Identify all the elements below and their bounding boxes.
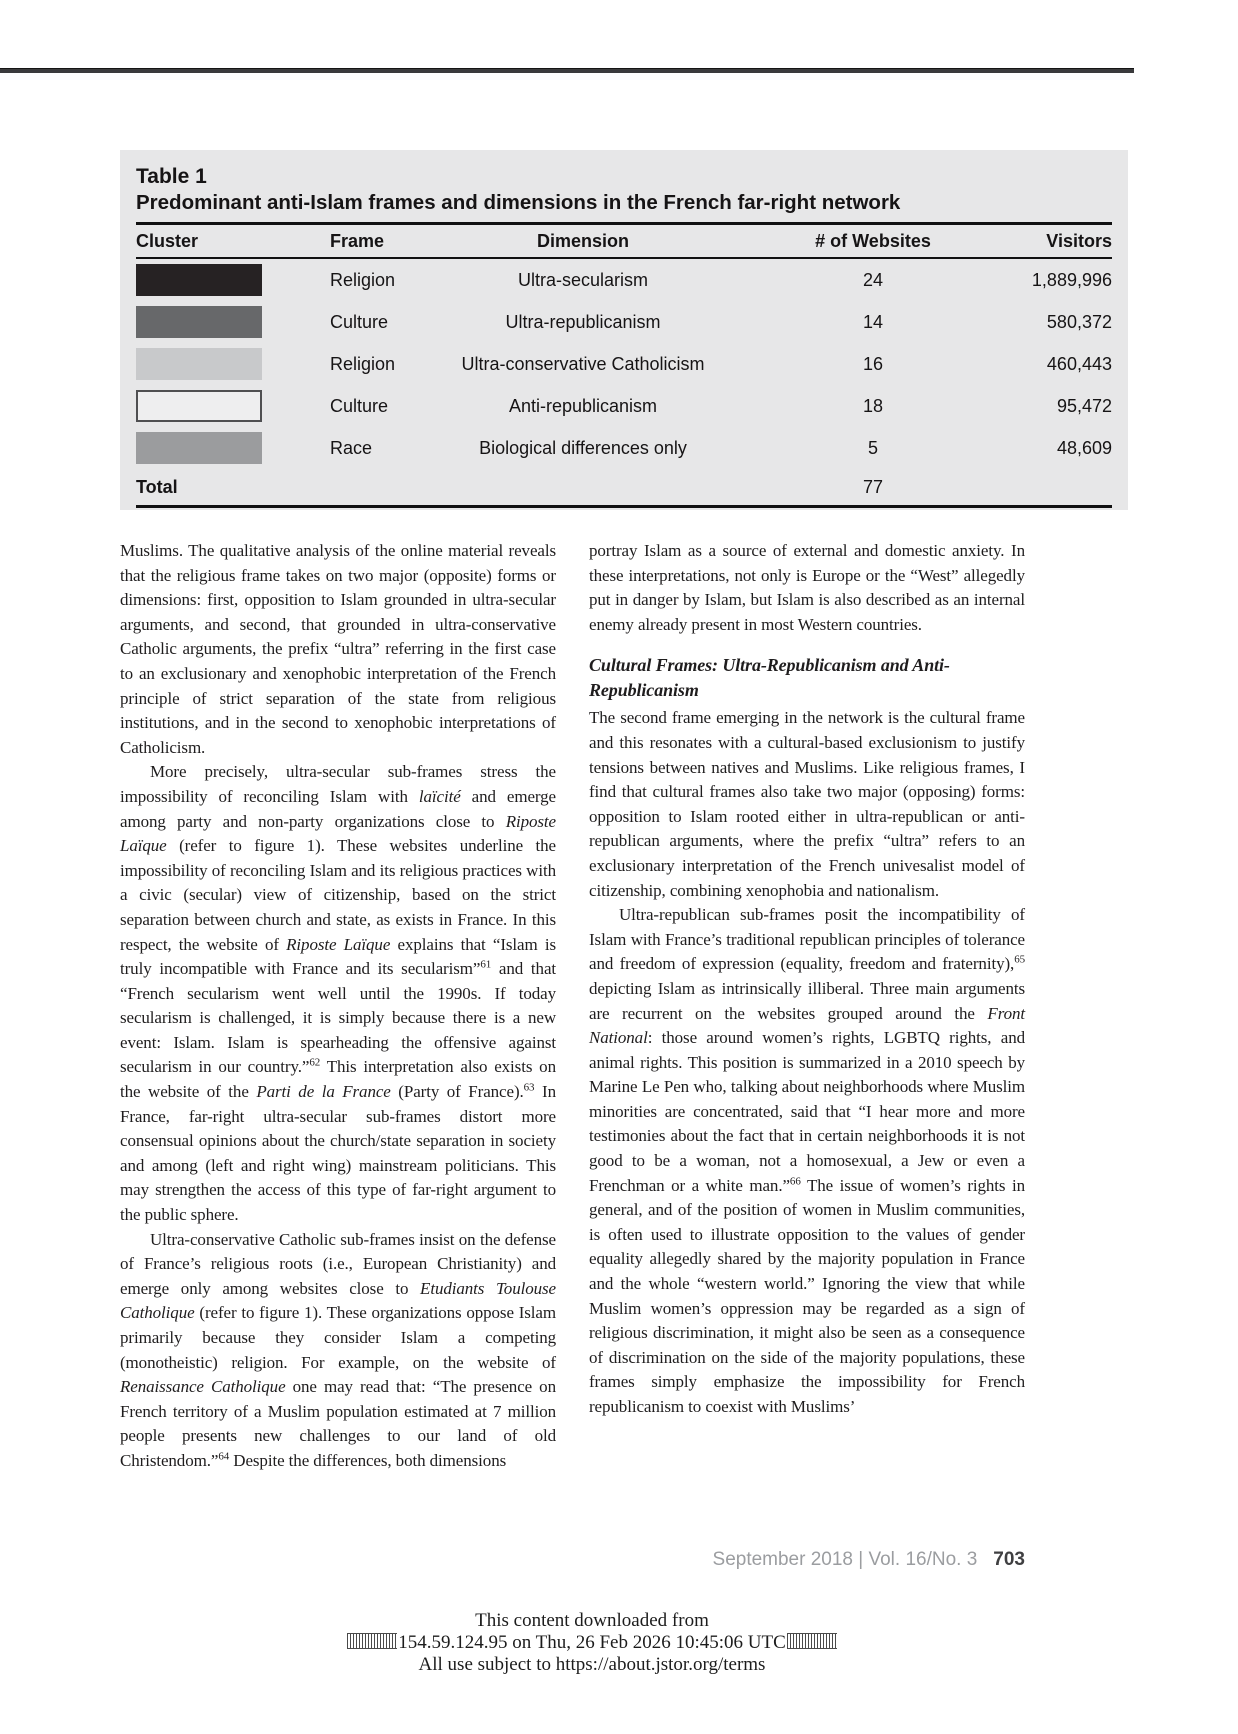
table-row — [136, 259, 1112, 301]
section-heading: Cultural Frames: Ultra-Republicanism and Anti-Republicanism — [589, 655, 950, 701]
table-label: Table 1 — [136, 165, 207, 188]
table-row — [136, 301, 1112, 343]
frame-cell: Culture — [330, 395, 389, 416]
body-right-column — [589, 539, 1025, 1420]
table-row — [136, 343, 1112, 385]
table-bottom-rule — [136, 505, 1112, 508]
dimension-cell: Ultra-secularism — [517, 269, 649, 290]
top-rule — [0, 68, 1134, 73]
dimension-cell: Ultra-conservative Catholicism — [461, 353, 705, 374]
visitors-cell: 1,889,996 — [1031, 269, 1112, 290]
cluster-swatch — [136, 432, 262, 464]
websites-cell: 16 — [862, 353, 884, 374]
frame-cell: Religion — [330, 269, 396, 290]
jstor-line-1: This content downloaded from — [475, 1610, 709, 1631]
total-websites: 77 — [862, 476, 884, 497]
redaction-block-left — [347, 1633, 397, 1649]
issue-info: September 2018 | Vol. 16/No. 3 — [712, 1549, 978, 1570]
paragraph: portray Islam as a source of external and domestic anxiety. In these interpretations, not only is Europe or the “West” allegedly put in danger by Islam, but Islam is also described as an internal enemy already present in most Western countries. — [589, 541, 1025, 634]
dimension-cell: Ultra-republicanism — [505, 311, 661, 332]
table-row — [136, 427, 1112, 469]
table-total-row — [136, 469, 1112, 505]
paragraph: More precisely, ultra-secular sub-frames stress the impossibility of reconciling Islam with laïcité and emerge among party and non-party organizations close to Riposte Laïque (refer to figure 1). These websites underline the impossibility of reconciling Islam and its religious practices with a civic (secular) view of citizenship, based on the strict separation between church and state, as exists in France. In this respect, the website of Riposte Laïque explains that “Islam is truly incompatible with France and its secularism”$^{61}$ and that “French secularism went well until the 1990s. If today secularism is challenged, it is simply because there is a new event: Islam. Islam is spearheading the offensive against secularism in our country.”$^{62}$ This interpretation also exists on the website of the Parti de la France (Party of France).$^{63}$ In France, far-right ultra-secular sub-frames distort more consensual opinions about the church/state separation in society and among (left and right wing) mainstream politicians. This may strengthen the access of this type of far-right argument to the public sphere. — [120, 762, 557, 1225]
total-label: Total — [136, 476, 178, 497]
visitors-cell: 580,372 — [1046, 311, 1112, 332]
body-left-column — [120, 539, 556, 1474]
cluster-swatch — [136, 348, 262, 380]
websites-cell: 18 — [862, 395, 884, 416]
table1-card — [120, 150, 1128, 510]
visitors-cell: 95,472 — [1056, 395, 1112, 416]
table-header-row — [136, 225, 1112, 257]
column-header-cluster: Cluster — [136, 230, 199, 251]
paragraph: The second frame emerging in the network is the cultural frame and this resonates with a cultural-based exclusionism to justify tensions between natives and Muslims. Like religious frames, I find that cultural frames also take two major (opposing) forms: opposition to Islam rooted either in ultra-republican or anti-republican arguments, where the prefix “ultra” refers to an exclusionary interpretation of the French univesalist model of citizenship, combining xenophobia and nationalism. — [589, 708, 1025, 900]
table-row — [136, 385, 1112, 427]
cluster-swatch — [136, 390, 262, 422]
paragraph: Ultra-republican sub-frames posit the incompatibility of Islam with France’s traditional republican principles of tolerance and freedom of expression (equality, freedom and fraternity),$^{65}$ depicting Islam as intrinsically illiberal. Three main arguments are recurrent on the websites grouped around the Front National: those around women’s rights, LGBTQ rights, and animal rights. This position is summarized in a 2010 speech by Marine Le Pen who, talking about neighborhoods where Muslim minorities are concentrated, said that “I hear more and more testimonies about the fact that in certain neighborhoods it is not good to be a woman, not a homosexual, a Jew or even a Frenchman or a white man.”$^{66}$ The issue of women’s rights in general, and of the position of women in Muslim communities, is often used to illustrate opposition to the values of gender equality allegedly shared by the majority population in France and the whole “western world.” Ignoring the view that while Muslim women’s oppression may be regarded as a sign of religious discrimination, it might also be seen as a consequence of discrimination on the side of the majority populations, these frames simply emphasize the impossibility for French republicanism to coexist with Muslims’ — [589, 905, 1025, 1416]
column-header-dimension: Dimension — [536, 230, 629, 251]
column-header-frame: Frame — [330, 230, 385, 251]
websites-cell: 24 — [862, 269, 884, 290]
page-footer — [713, 1549, 1025, 1571]
websites-cell: 14 — [862, 311, 884, 332]
websites-cell: 5 — [867, 437, 878, 458]
page-number: 703 — [993, 1549, 1025, 1570]
frame-cell: Religion — [330, 353, 396, 374]
frame-cell: Culture — [330, 311, 389, 332]
column-header-websites: # of Websites — [815, 230, 931, 251]
paragraph: Muslims. The qualitative analysis of the online material reveals that the religious frame takes on two major (opposite) forms or dimensions: first, opposition to Islam grounded in ultra-secular arguments, and second, that grounded in ultra-conservative Catholic arguments, the prefix “ultra” referring in the first case to an exclusionary and xenophobic interpretation of the French principle of strict separation of the state from religious institutions, and in the second to xenophobic interpretations of Catholicism. — [120, 541, 556, 757]
dimension-cell: Anti-republicanism — [508, 395, 658, 416]
redaction-block-right — [787, 1633, 837, 1649]
jstor-notice — [0, 1610, 1184, 1676]
jstor-line-2: 154.59.124.95 on Thu, 26 Feb 2026 10:45:06 UTC — [0, 1632, 1184, 1654]
frame-cell: Race — [330, 437, 373, 458]
paragraph: Ultra-conservative Catholic sub-frames insist on the defense of France’s religious roots (i.e., European Christianity) and emerge only among websites close to Etudiants Toulouse Catholique (refer to figure 1). These organizations oppose Islam primarily because they consider Islam a competing (monotheistic) religion. For example, on the website of Renaissance Catholique one may read that: “The presence on French territory of a Muslim population estimated at 7 million people presents new challenges to our land of old Christendom.”$^{64}$ Despite the differences, both dimensions — [120, 1229, 556, 1470]
dimension-cell: Biological differences only — [479, 437, 687, 458]
table-title: Predominant anti-Islam frames and dimensions in the French far-right network — [136, 191, 901, 214]
visitors-cell: 48,609 — [1056, 437, 1112, 458]
jstor-line-3: All use subject to https://about.jstor.org/terms — [418, 1654, 766, 1675]
column-header-visitors: Visitors — [1046, 230, 1112, 251]
cluster-swatch — [136, 306, 262, 338]
cluster-swatch — [136, 264, 262, 296]
visitors-cell: 460,443 — [1046, 353, 1112, 374]
